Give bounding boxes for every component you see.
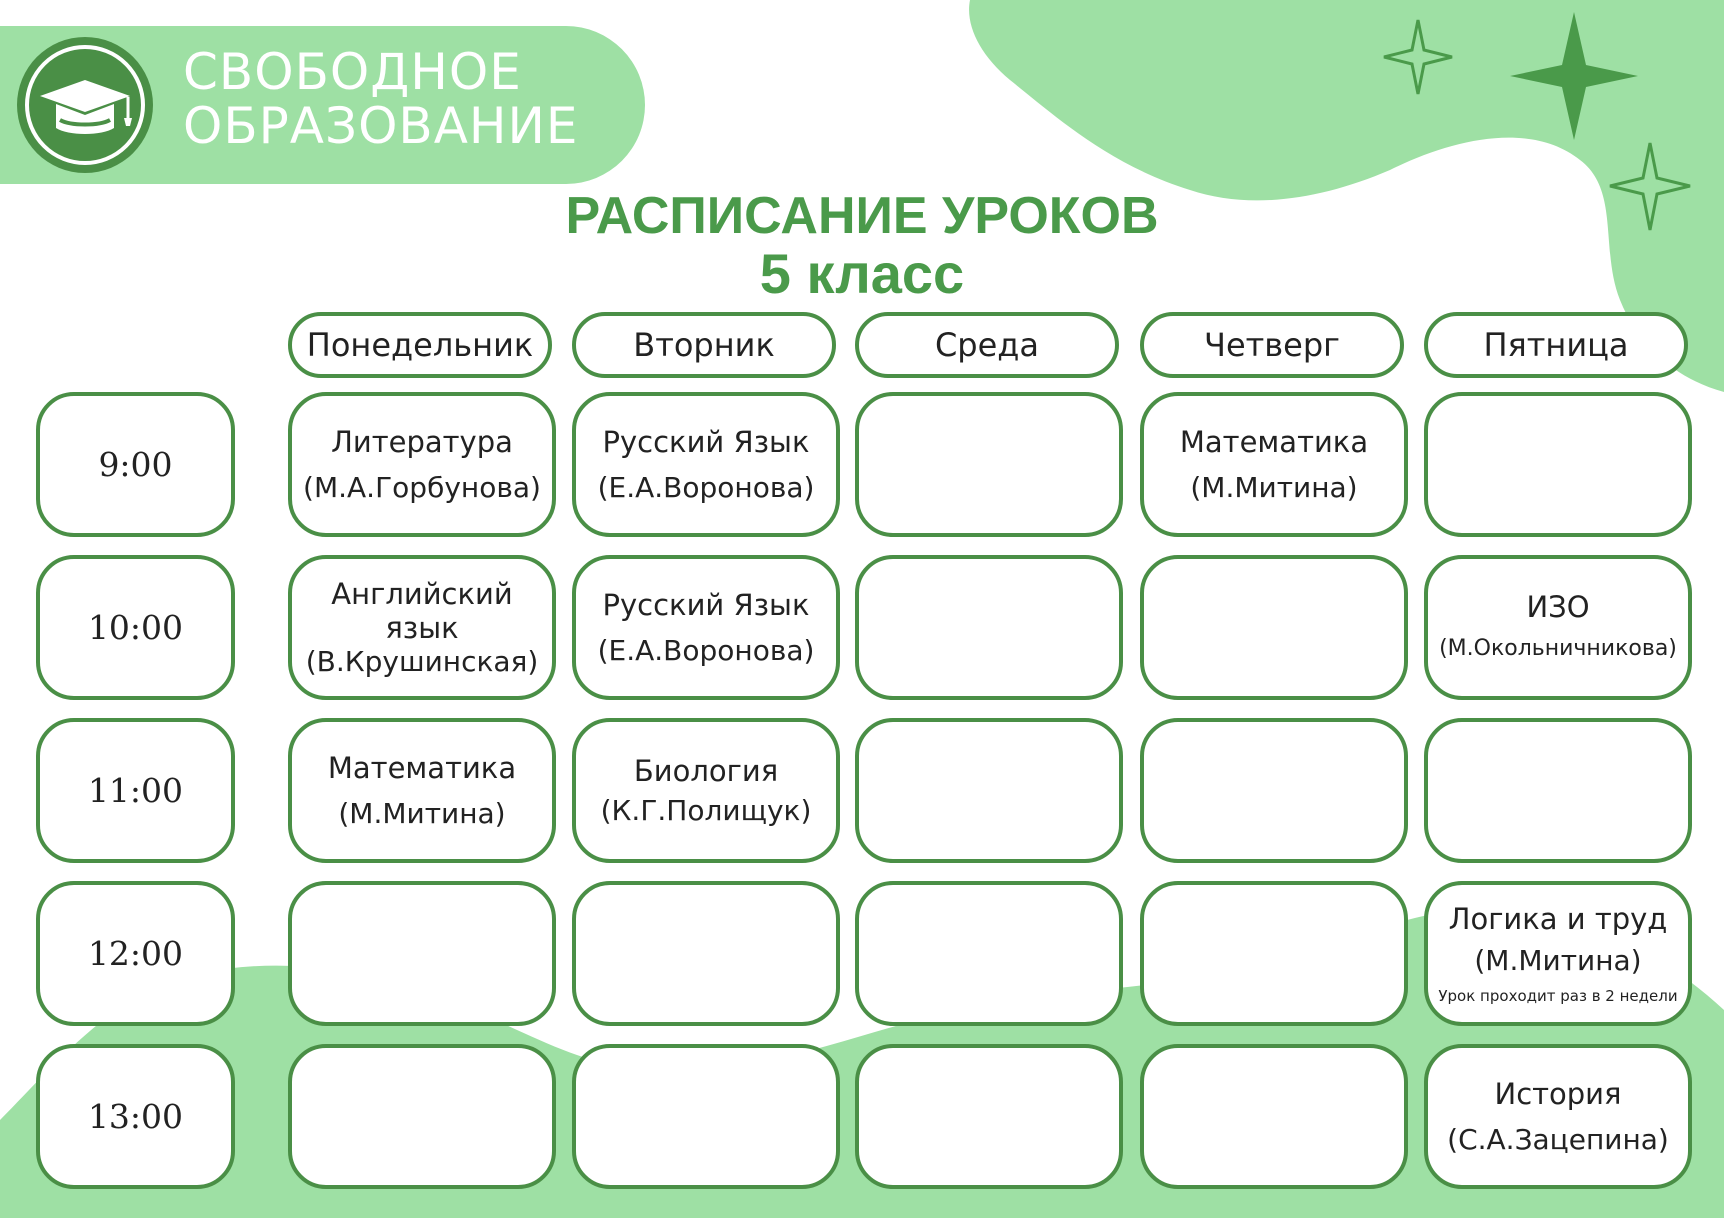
brand-line-2: ОБРАЗОВАНИЕ [183,97,579,155]
lesson-cell-empty [1140,555,1408,700]
lesson-cell-empty [855,555,1123,700]
lesson-cell-empty [855,718,1123,863]
time-slot: 13:00 [36,1044,235,1189]
lesson-cell [288,555,556,700]
time-slot: 12:00 [36,881,235,1026]
day-header-monday: Понедельник [288,312,552,378]
lesson-cell [572,718,840,863]
lesson-cell [1424,1044,1692,1189]
lesson-subject: История [1494,1076,1622,1111]
lesson-cell-empty [1140,881,1408,1026]
lesson-teacher: (В.Крушинская) [305,644,539,678]
lesson-teacher: (М.Окольничникова) [1439,635,1677,661]
lesson-cell [288,718,556,863]
day-header-tuesday: Вторник [572,312,836,378]
lesson-cell [288,392,556,537]
day-header-wednesday: Среда [855,312,1119,378]
lesson-cell-empty [855,392,1123,537]
time-slot: 10:00 [36,555,235,700]
lesson-cell-empty [855,881,1123,1026]
lesson-note: Урок проходит раз в 2 недели [1438,986,1678,1005]
lesson-cell-empty [288,1044,556,1189]
lesson-teacher: (М.А.Горбунова) [303,470,541,504]
lesson-subject: ИЗО [1526,589,1590,624]
lesson-subject: Русский Язык [602,424,810,459]
lesson-cell [1424,881,1692,1026]
lesson-subject: Русский Язык [602,587,810,622]
day-header-thursday: Четверг [1140,312,1404,378]
lesson-subject: Логика и труд [1448,901,1668,936]
lesson-cell [1140,392,1408,537]
lesson-teacher: (Е.А.Воронова) [597,633,815,667]
lesson-teacher: (М.Митина) [1474,943,1642,977]
graduation-cap-icon [16,36,154,174]
lesson-cell [572,555,840,700]
time-slot: 9:00 [36,392,235,537]
time-slot: 11:00 [36,718,235,863]
lesson-cell-empty [1140,718,1408,863]
brand-name [183,45,579,153]
page-subtitle: 5 класс [759,242,965,305]
lesson-teacher: (М.Митина) [338,796,506,830]
lesson-subject: Английский язык [331,576,513,645]
lesson-cell-empty [855,1044,1123,1189]
lesson-cell [572,392,840,537]
lesson-subject: Математика [327,750,517,785]
lesson-teacher: (К.Г.Полищук) [600,793,812,827]
lesson-cell [1424,555,1692,700]
lesson-cell-empty [572,1044,840,1189]
lesson-subject: Биология [633,753,779,788]
lesson-cell-empty [1424,392,1692,537]
lesson-cell-empty [288,881,556,1026]
lesson-cell-empty [1140,1044,1408,1189]
lesson-cell-empty [1424,718,1692,863]
lesson-teacher: (С.А.Зацепина) [1447,1122,1669,1156]
day-header-friday: Пятница [1424,312,1688,378]
lesson-teacher: (Е.А.Воронова) [597,470,815,504]
lesson-cell-empty [572,881,840,1026]
lesson-subject: Математика [1179,424,1369,459]
lesson-teacher: (М.Митина) [1190,470,1358,504]
lesson-subject: Литература [331,424,513,459]
page-title: РАСПИСАНИЕ УРОКОВ [565,187,1159,245]
brand-line-1: СВОБОДНОЕ [183,43,522,101]
